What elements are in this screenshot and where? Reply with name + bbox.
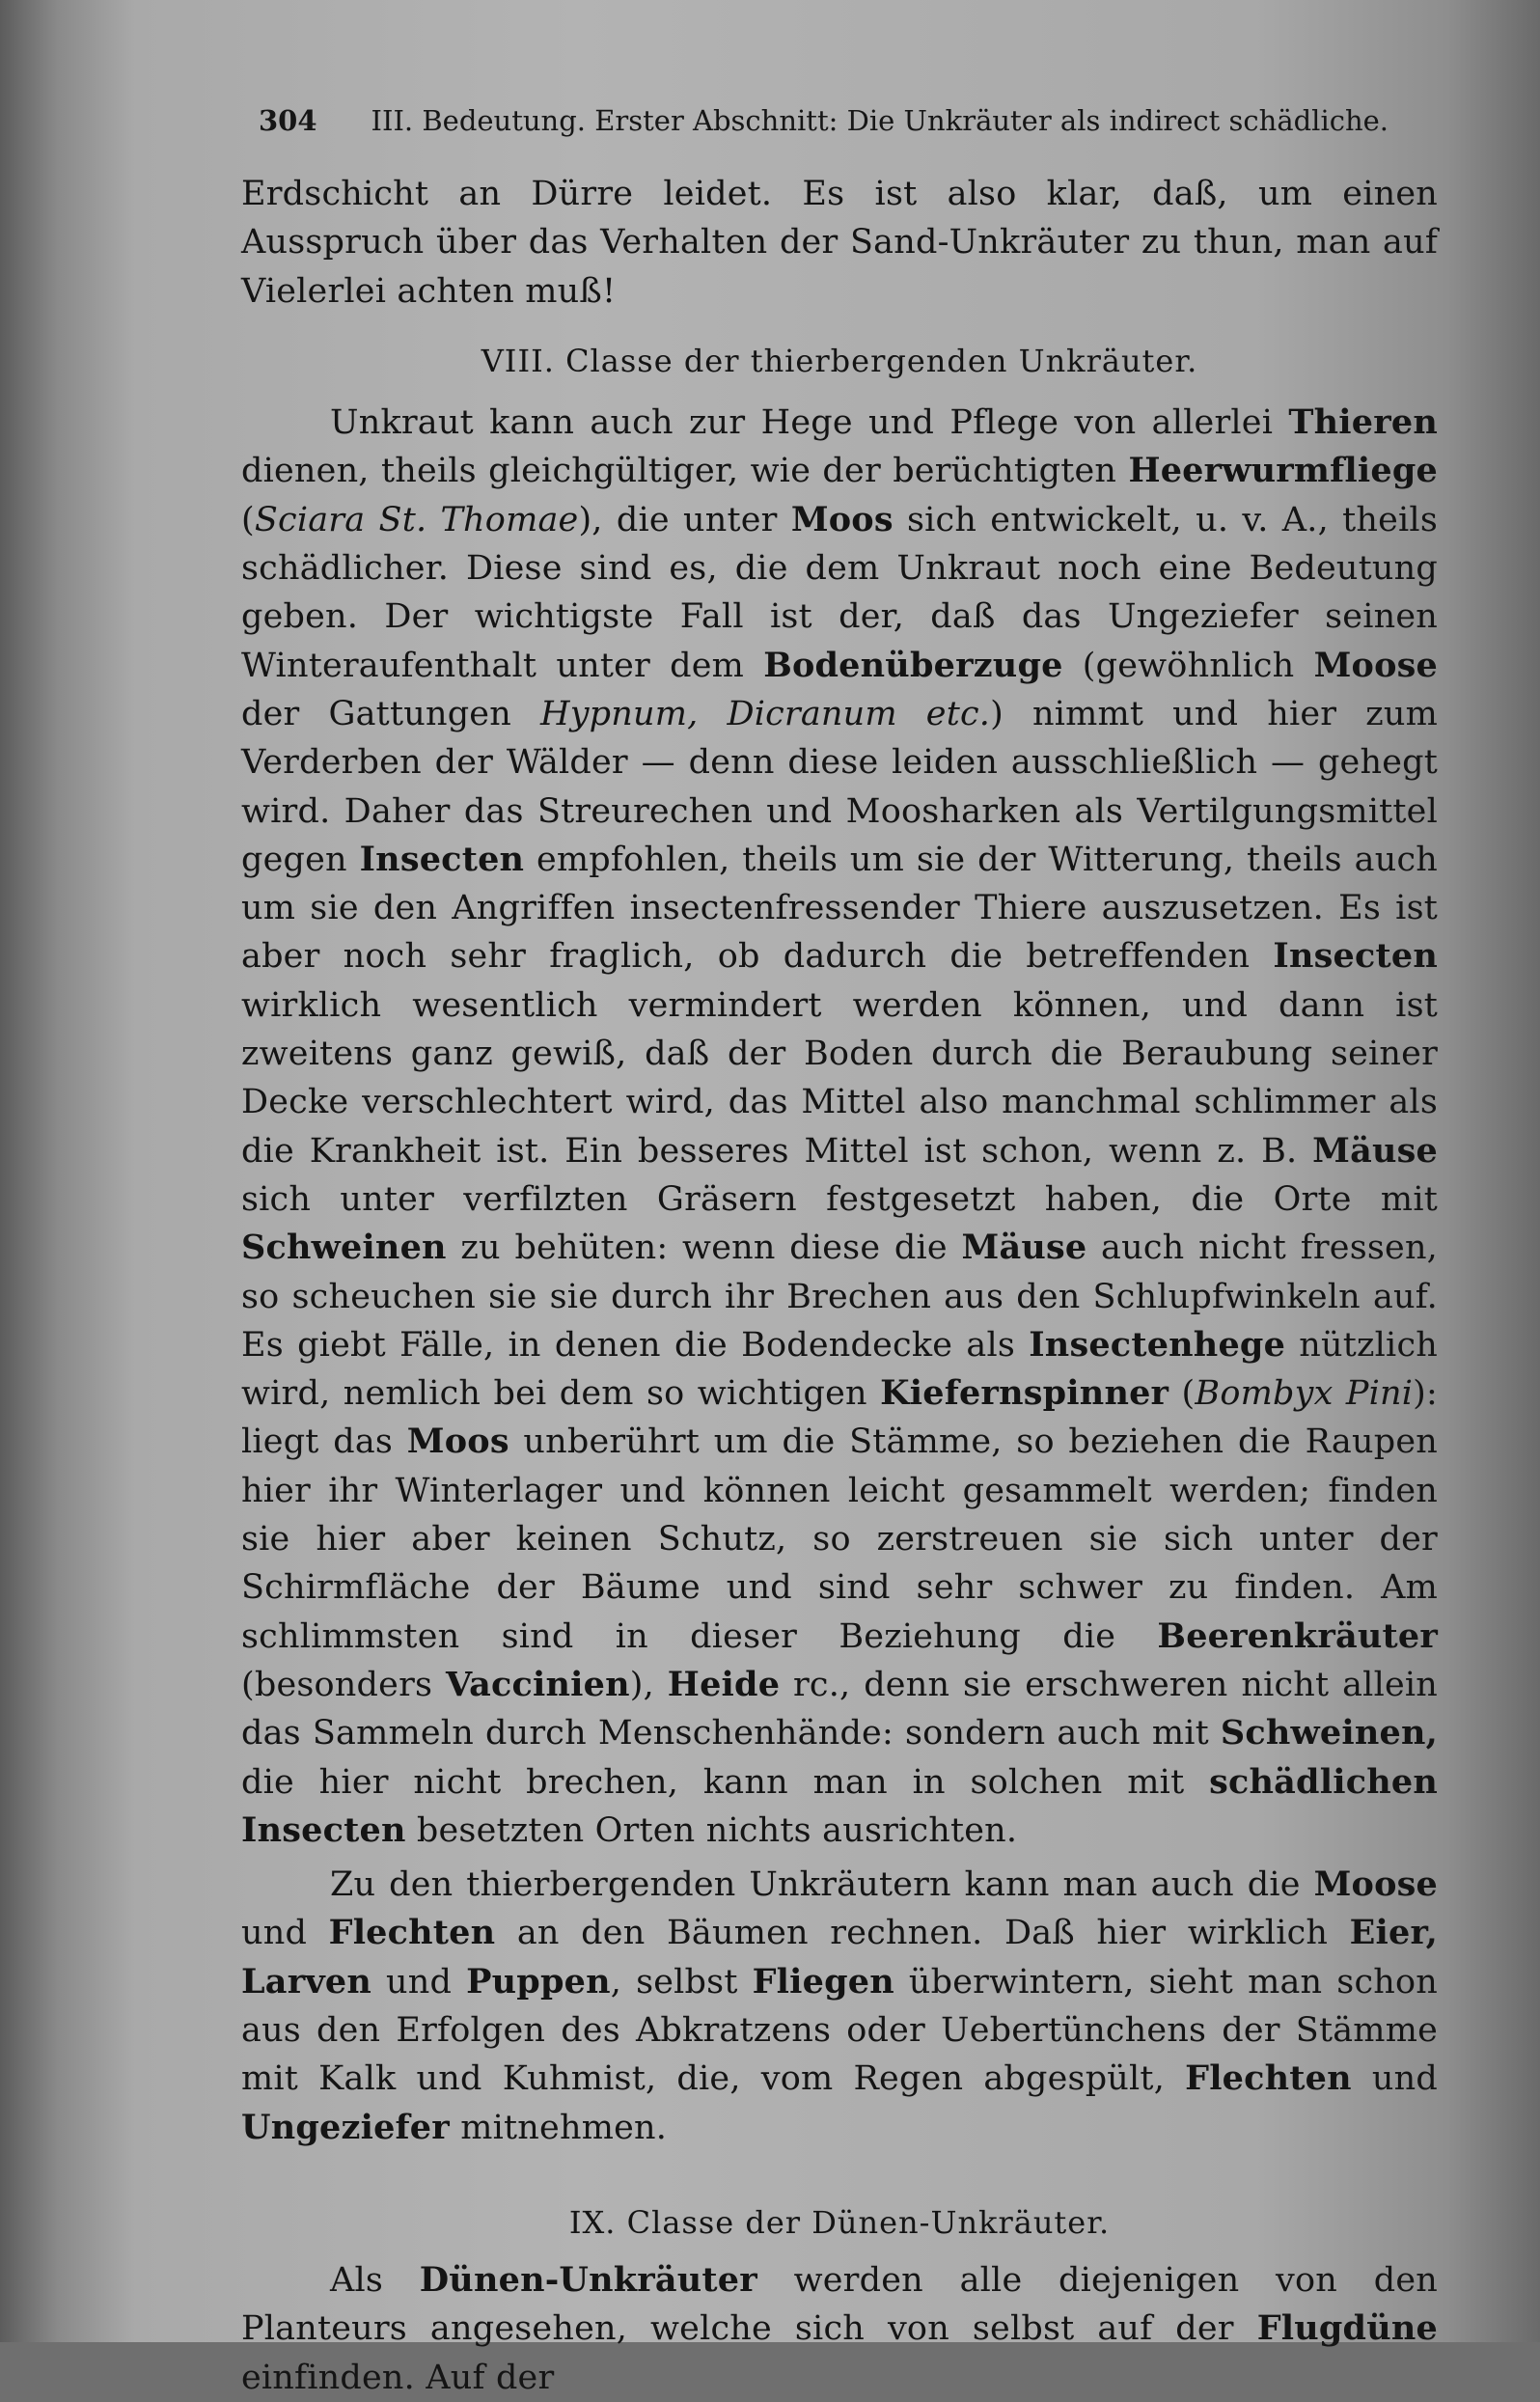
paragraph-thierbergende-2: Zu den thierbergenden Unkräutern kann man auch die Moose und Flechten an den Bäumen rechnen. Daß hier wirklich Eier, Larven und Puppen, selbst Fliegen überwintern, sieht man schon aus den Erfolgen des Abkratzens oder Uebertünchens der Stämme mit Kalk und Kuhmist, die, vom Regen abgespült, Flechten und Ungeziefer mitnehmen. — [241, 1864, 1438, 2147]
running-title: III. Bedeutung. Erster Abschnitt: Die Unkräuter als indirect schädliche. — [371, 104, 1389, 137]
section-heading-ix: IX. Classe der Dünen-Unkräuter. — [568, 2203, 1111, 2241]
paragraph-continuation: Erdschicht an Dürre leidet. Es ist also klar, daß, um einen Ausspruch über das Verhalten der Sand-Unkräuter zu thun, man auf Vielerlei achten muß! — [241, 175, 1438, 311]
paragraph-thierbergende-1: Unkraut kann auch zur Hege und Pflege von allerlei Thieren dienen, theils gleichgültiger, wie der berüchtigten Heerwurmfliege (Sciara St. Thomae), die unter Moos sich entwickelt, u. v. A., theils schädlicher. Diese sind es, die dem Unkraut noch eine Bedeutung geben. Der wichtigste Fall ist der, daß das Ungeziefer seinen Winteraufenthalt unter dem Bodenüberzuge (gewöhnlich Moose der Gattungen Hypnum, Dicranum etc.) nimmt und hier zum Verderben der Wälder — denn diese leiden ausschließlich — gehegt wird. Daher das Streurechen und Moosharken als Vertilgungsmittel gegen Insecten empfohlen, theils um sie der Witterung, theils auch um sie den Angriffen insectenfressender Thiere auszusetzen. Es ist aber noch sehr fraglich, ob dadurch die betreffenden Insecten wirklich wesentlich vermindert werden können, und dann ist zweitens ganz gewiß, daß der Boden durch die Beraubung seiner Decke verschlechtert wird, das Mittel also manchmal schlimmer als die Krankheit ist. Ein besseres Mittel ist schon, wenn z. B. Mäuse sich unter verfilzten Gräsern festgesetzt haben, die Orte mit Schweinen zu behüten: wenn diese die Mäuse auch nicht fressen, so scheuchen sie sie durch ihr Brechen aus den Schlupfwinkeln auf. Es giebt Fälle, in denen die Bodendecke als Insectenhege nützlich wird, nemlich bei dem so wichtigen Kiefernspinner (Bombyx Pini): liegt das Moos unberührt um die Stämme, so beziehen die Raupen hier ihr Winterlager und können leicht gesammelt werden; finden sie hier aber keinen Schutz, so zerstreuen sie sich unter der Schirmfläche der Bäume und sind sehr schwer zu finden. Am schlimmsten sind in dieser Beziehung die Beerenkräuter (besonders Vaccinien), Heide rc., denn sie erschweren nicht allein das Sammeln durch Menschenhände: sondern auch mit Schweinen, die hier nicht brechen, kann man in solchen mit schädlichen Insecten besetzten Orten nichts ausrichten. — [241, 402, 1439, 1850]
section-heading-viii: VIII. Classe der thierbergenden Unkräuter. — [481, 342, 1198, 379]
paragraph-duenen: Als Dünen-Unkräuter werden alle diejenigen von den Planteurs angesehen, welche sich von selbst auf der Flugdüne einfinden. Auf der — [241, 2260, 1438, 2397]
running-header — [259, 104, 1445, 137]
body-text — [241, 170, 1438, 2402]
page-number: 304 — [259, 104, 317, 137]
